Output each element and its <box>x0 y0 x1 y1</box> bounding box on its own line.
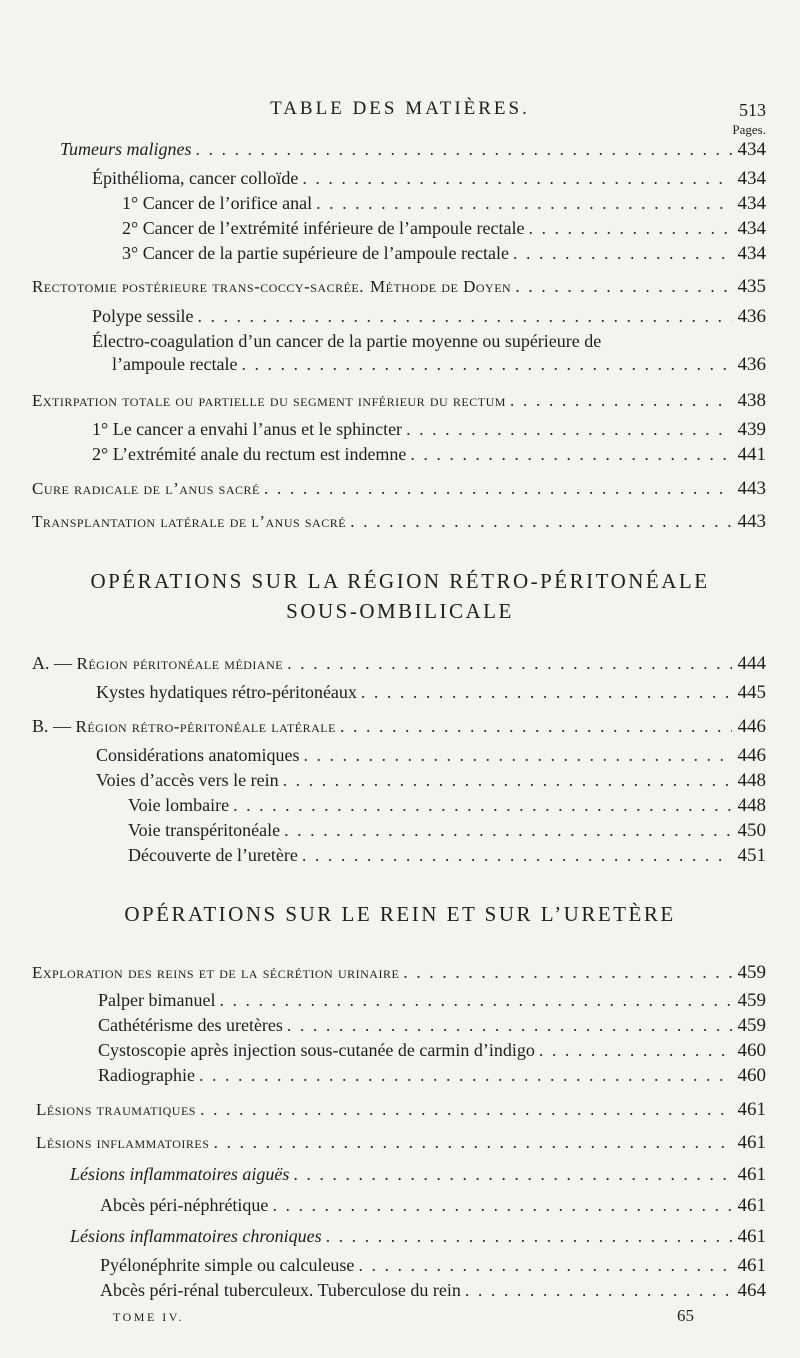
toc-entry-title: Kystes hydatiques rétro-péritonéaux <box>96 682 357 702</box>
toc-entry-page: 444 <box>737 653 766 674</box>
toc-entry-title: Abcès péri-néphrétique <box>100 1195 269 1215</box>
toc-entry <box>96 743 766 767</box>
toc-entry-page: 461 <box>737 1164 766 1185</box>
dot-leader <box>287 1013 732 1037</box>
toc-entry-page: 436 <box>737 306 766 327</box>
section-heading: OPÉRATIONS SUR LA RÉGION RÉTRO-PÉRITONÉALE <box>90 569 710 593</box>
dot-leader <box>287 651 731 675</box>
section-heading-continuation: SOUS-OMBILICALE <box>286 599 514 623</box>
toc-entry <box>98 988 766 1012</box>
toc-entry <box>98 1063 766 1087</box>
toc-entry <box>32 509 766 533</box>
toc-entry-prefix: B. — <box>32 716 76 736</box>
dot-leader <box>515 274 731 298</box>
dot-leader <box>510 388 732 412</box>
toc-entry <box>32 476 766 500</box>
dot-leader <box>199 1063 732 1087</box>
dot-leader <box>241 352 731 376</box>
dot-leader <box>219 988 731 1012</box>
toc-entry-title: Considérations anatomiques <box>96 745 300 765</box>
dot-leader <box>284 818 731 842</box>
dot-leader <box>316 191 731 215</box>
toc-entry-title: 1° Le cancer a envahi l’anus et le sphincter <box>92 419 403 439</box>
toc-entry-page: 443 <box>737 511 766 532</box>
toc-entry-title: Extirpation totale ou partielle du segment inférieur du rectum <box>32 391 506 410</box>
toc-entry-page: 446 <box>737 745 766 766</box>
dot-leader <box>406 417 731 441</box>
toc-entry-title: 3° Cancer de la partie supérieure de l’ampoule rectale <box>122 243 509 263</box>
volume-footer: TOME IV. <box>113 1310 184 1324</box>
dot-leader <box>513 241 732 265</box>
toc-entry-page: 434 <box>737 168 766 189</box>
toc-entry-title: Polype sessile <box>92 306 194 326</box>
toc-entry-title: Cystoscopie après injection sous-cutanée de carmin d’indigo <box>98 1040 535 1060</box>
dot-leader <box>264 476 732 500</box>
toc-entry-page: 448 <box>737 795 766 816</box>
toc-entry-title: Palper bimanuel <box>98 990 216 1010</box>
toc-entry <box>36 1097 766 1121</box>
toc-entry-title: 2° L’extrémité anale du rectum est indemne <box>92 444 407 464</box>
dot-leader <box>213 1130 731 1154</box>
toc-entry-page: 460 <box>737 1040 766 1061</box>
toc-entry-title: Cure radicale de l’anus sacré <box>32 479 260 498</box>
toc-entry-title: Transplantation latérale de l’anus sacré <box>32 512 347 531</box>
toc-entry <box>92 417 766 441</box>
toc-entry <box>98 1038 766 1062</box>
toc-entry-page: 450 <box>737 820 766 841</box>
toc-entry-prefix: A. — <box>32 653 77 673</box>
dot-leader <box>196 137 732 161</box>
dot-leader <box>233 793 731 817</box>
toc-entry-page: 461 <box>737 1255 766 1276</box>
toc-entry <box>122 216 766 240</box>
toc-entry <box>98 1013 766 1037</box>
toc-entry-title: Lésions traumatiques <box>36 1100 196 1119</box>
running-head <box>0 98 800 126</box>
dot-leader <box>293 1162 731 1186</box>
toc-entry <box>122 191 766 215</box>
toc-entry-title: Exploration des reins et de la sécrétion urinaire <box>32 963 400 982</box>
toc-entry-title: Découverte de l’uretère <box>128 845 298 865</box>
toc-entry-page: 436 <box>737 354 766 375</box>
toc-entry-title: Tumeurs malignes <box>60 139 192 159</box>
toc-entry-page: 448 <box>737 770 766 791</box>
toc-entry <box>128 818 766 842</box>
toc-entry-title: Voie lombaire <box>128 795 230 815</box>
toc-entry-title: Électro-coagulation d’un cancer de la partie moyenne ou supérieure de <box>92 331 602 351</box>
toc-entry-title: Épithélioma, cancer colloïde <box>92 168 299 188</box>
toc-entry-title: Cathétérisme des uretères <box>98 1015 283 1035</box>
dot-leader <box>302 166 731 190</box>
toc-entry-page: 459 <box>737 962 766 983</box>
toc-entry-page: 461 <box>737 1099 766 1120</box>
toc-entry <box>100 1278 766 1302</box>
section-heading: OPÉRATIONS SUR LE REIN ET SUR L’URETÈRE <box>124 902 676 926</box>
toc-entry <box>70 1162 766 1186</box>
dot-leader <box>358 1253 731 1277</box>
pages-column-label: Pages. <box>732 122 766 137</box>
toc-entry-page: 461 <box>737 1132 766 1153</box>
toc-entry <box>128 793 766 817</box>
toc-entry <box>96 768 766 792</box>
toc-entry-page: 459 <box>737 990 766 1011</box>
dot-leader <box>303 743 731 767</box>
signature-mark: 65 <box>677 1306 694 1325</box>
dot-leader <box>326 1224 732 1248</box>
toc-entry-title: 1° Cancer de l’orifice anal <box>122 193 313 213</box>
toc-entry <box>32 960 766 984</box>
toc-entry <box>60 137 766 161</box>
toc-entry-title: 2° Cancer de l’extrémité inférieure de l’ampoule rectale <box>122 218 525 238</box>
toc-entry <box>92 166 766 190</box>
toc-entry-title: Lésions inflammatoires aiguës <box>70 1164 290 1184</box>
dot-leader <box>340 714 732 738</box>
toc-entry-page: 460 <box>737 1065 766 1086</box>
toc-entry-page: 446 <box>737 716 766 737</box>
toc-entry-page: 445 <box>737 682 766 703</box>
toc-entry-title: Rectotomie postérieure trans-coccy-sacrée. <box>32 277 364 296</box>
toc-entry-title: Voie transpéritonéale <box>128 820 281 840</box>
toc-entry-page: 443 <box>737 478 766 499</box>
dot-leader <box>539 1038 732 1062</box>
toc-entry <box>32 651 766 675</box>
toc-entry <box>32 388 766 412</box>
toc-entry-page: 459 <box>737 1015 766 1036</box>
toc-entry-page: 461 <box>737 1195 766 1216</box>
toc-entry-title: Abcès péri-rénal tuberculeux. Tuberculose du rein <box>100 1280 461 1300</box>
toc-entry-title: Radiographie <box>98 1065 195 1085</box>
dot-leader <box>302 843 732 867</box>
toc-entry <box>92 304 766 328</box>
toc-entry-page: 434 <box>737 243 766 264</box>
toc-entry <box>100 1253 766 1277</box>
dot-leader <box>465 1278 732 1302</box>
toc-entry <box>128 843 766 867</box>
dot-leader <box>198 304 732 328</box>
toc-entry-title: Lésions inflammatoires chroniques <box>70 1226 322 1246</box>
toc-entry <box>36 1130 766 1154</box>
toc-entry-page: 435 <box>737 276 766 297</box>
dot-leader <box>529 216 732 240</box>
toc-entry <box>32 274 766 298</box>
toc-entry-title: Région péritonéale médiane <box>76 654 284 673</box>
toc-entry-page: 451 <box>737 845 766 866</box>
toc-entry-title-part: Méthode de Doyen <box>370 277 512 296</box>
dot-leader <box>361 680 732 704</box>
toc-entry <box>112 352 766 376</box>
toc-entry-page: 438 <box>737 390 766 411</box>
toc-entry <box>70 1224 766 1248</box>
toc-entry-title: Lésions inflammatoires <box>36 1133 210 1152</box>
toc-entry-page: 434 <box>737 218 766 239</box>
toc-entry <box>96 680 766 704</box>
toc-entry-page: 434 <box>737 193 766 214</box>
dot-leader <box>403 960 731 984</box>
toc-entry-page: 461 <box>737 1226 766 1247</box>
dot-leader <box>283 768 732 792</box>
toc-entry-title: Voies d’accès vers le rein <box>96 770 279 790</box>
toc-entry-page: 441 <box>737 444 766 465</box>
dot-leader <box>272 1193 731 1217</box>
dot-leader <box>410 442 731 466</box>
toc-entry-page: 434 <box>737 139 766 160</box>
page-number: 513 <box>739 100 766 120</box>
toc-entry-page: 464 <box>737 1280 766 1301</box>
dot-leader <box>350 509 731 533</box>
toc-entry-page: 439 <box>737 419 766 440</box>
toc-entry <box>32 714 766 738</box>
dot-leader <box>200 1097 732 1121</box>
toc-entry <box>122 241 766 265</box>
toc-entry-title: Région rétro-péritonéale latérale <box>75 717 336 736</box>
toc-entry <box>92 442 766 466</box>
toc-entry-continuation: l’ampoule rectale <box>112 354 238 374</box>
toc-entry-title: Pyélonéphrite simple ou calculeuse <box>100 1255 355 1275</box>
running-head-title: TABLE DES MATIÈRES. <box>270 98 530 119</box>
toc-entry <box>100 1193 766 1217</box>
